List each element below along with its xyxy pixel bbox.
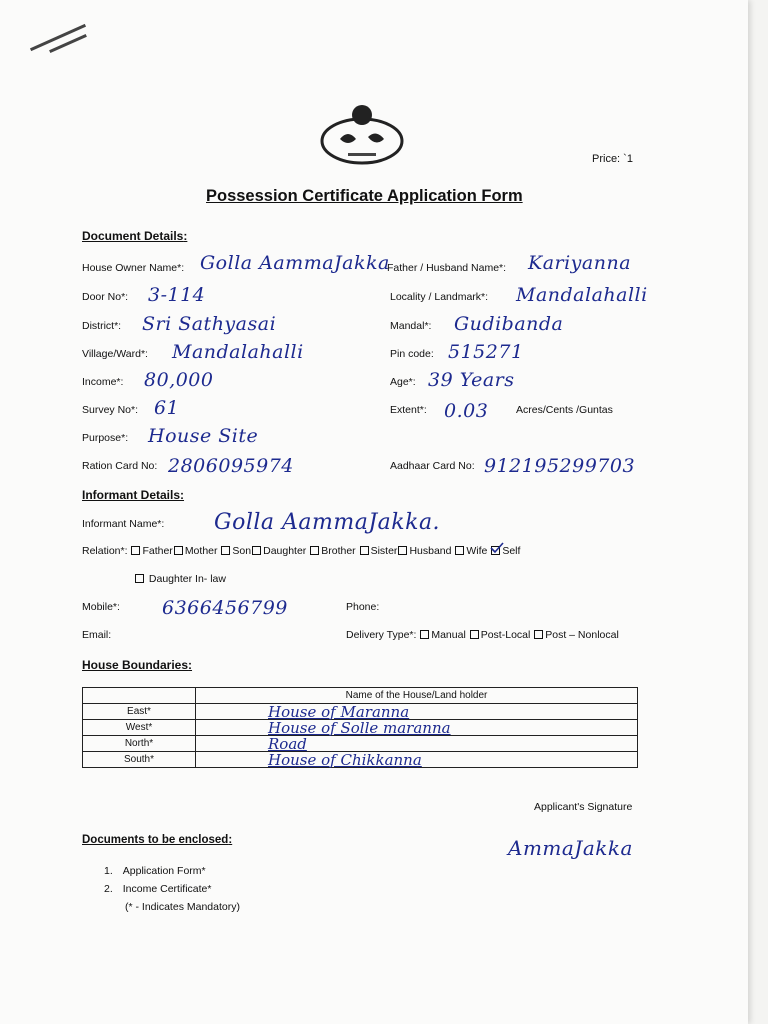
informant-details-heading: Informant Details: xyxy=(82,488,185,502)
table-row xyxy=(83,704,638,720)
pincode-value: 515271 xyxy=(448,341,524,363)
relation-option: Sister xyxy=(370,545,398,557)
holder-cell: House of Chikkanna xyxy=(196,752,638,768)
email-label: Email: xyxy=(82,629,112,641)
checkbox-checked[interactable] xyxy=(491,546,500,555)
checkbox[interactable] xyxy=(360,546,369,555)
mandal-value: Gudibanda xyxy=(454,313,564,335)
village-label: Village/Ward*: xyxy=(82,348,148,360)
holder-cell: House of Solle maranna xyxy=(196,720,638,736)
relation-option: Daughter In- law xyxy=(148,573,226,585)
extent-value: 0.03 xyxy=(444,400,489,422)
father-label: Father / Husband Name*: xyxy=(387,262,507,274)
checkbox[interactable] xyxy=(470,630,479,639)
table-header-row xyxy=(83,688,638,704)
list-item-text: Income Certificate* xyxy=(122,883,212,895)
delivery-option: Post – Nonlocal xyxy=(545,629,619,641)
house-owner-label: House Owner Name*: xyxy=(82,262,185,274)
door-label: Door No*: xyxy=(82,291,129,303)
survey-value: 61 xyxy=(154,397,180,419)
checkbox[interactable] xyxy=(174,546,183,555)
checkbox[interactable] xyxy=(455,546,464,555)
boundaries-table xyxy=(82,687,638,768)
income-label: Income*: xyxy=(82,376,124,388)
checkbox[interactable] xyxy=(310,546,319,555)
district-label: District*: xyxy=(82,320,122,332)
table-row xyxy=(83,720,638,736)
table-row xyxy=(83,736,638,752)
list-item-text: Application Form* xyxy=(122,865,206,877)
mobile-label: Mobile*: xyxy=(82,601,120,613)
father-value: Kariyanna xyxy=(528,252,632,274)
relation-label: Relation*: xyxy=(82,545,128,557)
delivery-label: Delivery Type*: xyxy=(346,629,417,641)
relation-option: Husband xyxy=(409,545,452,557)
checkbox[interactable] xyxy=(135,574,144,583)
house-boundaries-heading: House Boundaries: xyxy=(82,658,193,672)
direction-cell: East* xyxy=(83,704,196,720)
checkbox[interactable] xyxy=(221,546,230,555)
relation-option: Wife xyxy=(466,545,488,557)
aadhaar-label: Aadhaar Card No: xyxy=(390,460,475,472)
checkbox[interactable] xyxy=(131,546,140,555)
checkbox[interactable] xyxy=(534,630,543,639)
ration-value: 2806095974 xyxy=(168,455,294,477)
locality-label: Locality / Landmark*: xyxy=(390,291,489,303)
delivery-row xyxy=(346,629,619,641)
delivery-option: Manual xyxy=(431,629,466,641)
checkbox[interactable] xyxy=(420,630,429,639)
applicant-signature: AmmaJakka xyxy=(508,836,633,860)
locality-value: Mandalahalli xyxy=(516,284,648,306)
house-owner-value: Golla AammaJakka xyxy=(200,252,390,274)
purpose-value: House Site xyxy=(148,425,259,447)
signature-label: Applicant's Signature xyxy=(534,801,633,813)
checkbox[interactable] xyxy=(252,546,261,555)
purpose-label: Purpose*: xyxy=(82,432,129,444)
relation-option: Son xyxy=(232,545,252,557)
relation-option: Father xyxy=(142,545,173,557)
mobile-value: 6366456799 xyxy=(162,597,288,619)
ration-label: Ration Card No: xyxy=(82,460,158,472)
pincode-label: Pin code: xyxy=(390,348,434,360)
holder-cell: House of Maranna xyxy=(196,704,638,720)
mandal-label: Mandal*: xyxy=(390,320,432,332)
extent-unit: Acres/Cents /Guntas xyxy=(516,404,613,416)
checkmark-icon xyxy=(490,542,504,554)
relation-row-2 xyxy=(134,573,226,585)
list-item xyxy=(104,865,206,877)
informant-name-label: Informant Name*: xyxy=(82,518,165,530)
documents-heading: Documents to be enclosed: xyxy=(82,834,233,846)
document-details-heading: Document Details: xyxy=(82,229,188,243)
delivery-option: Post-Local xyxy=(480,629,531,641)
relation-row xyxy=(82,545,520,557)
price-label: Price: `1 xyxy=(592,153,633,165)
phone-label: Phone: xyxy=(346,601,380,613)
checkbox[interactable] xyxy=(398,546,407,555)
age-value: 39 Years xyxy=(428,369,515,391)
table-cell xyxy=(83,688,196,704)
column-header: Name of the House/Land holder xyxy=(196,688,638,704)
aadhaar-value: 912195299703 xyxy=(484,455,636,477)
survey-label: Survey No*: xyxy=(82,404,139,416)
holder-cell: Road xyxy=(196,736,638,752)
door-value: 3-114 xyxy=(148,284,206,306)
relation-option: Daughter xyxy=(263,545,307,557)
informant-name-value: Golla AammaJakka. xyxy=(214,510,441,535)
direction-cell: West* xyxy=(83,720,196,736)
direction-cell: North* xyxy=(83,736,196,752)
list-item xyxy=(104,883,211,895)
form-title: Possession Certificate Application Form xyxy=(206,187,523,205)
extent-label: Extent*: xyxy=(390,404,427,416)
district-value: Sri Sathyasai xyxy=(142,313,277,335)
age-label: Age*: xyxy=(390,376,416,388)
relation-option: Mother xyxy=(184,545,218,557)
list-number: 2. xyxy=(104,883,113,895)
relation-option: Self xyxy=(502,545,521,557)
village-value: Mandalahalli xyxy=(172,341,304,363)
table-row xyxy=(83,752,638,768)
relation-option: Brother xyxy=(321,545,356,557)
income-value: 80,000 xyxy=(144,369,214,391)
list-number: 1. xyxy=(104,865,113,877)
direction-cell: South* xyxy=(83,752,196,768)
emblem-logo xyxy=(318,103,406,167)
mandatory-note: (* - Indicates Mandatory) xyxy=(125,901,240,913)
